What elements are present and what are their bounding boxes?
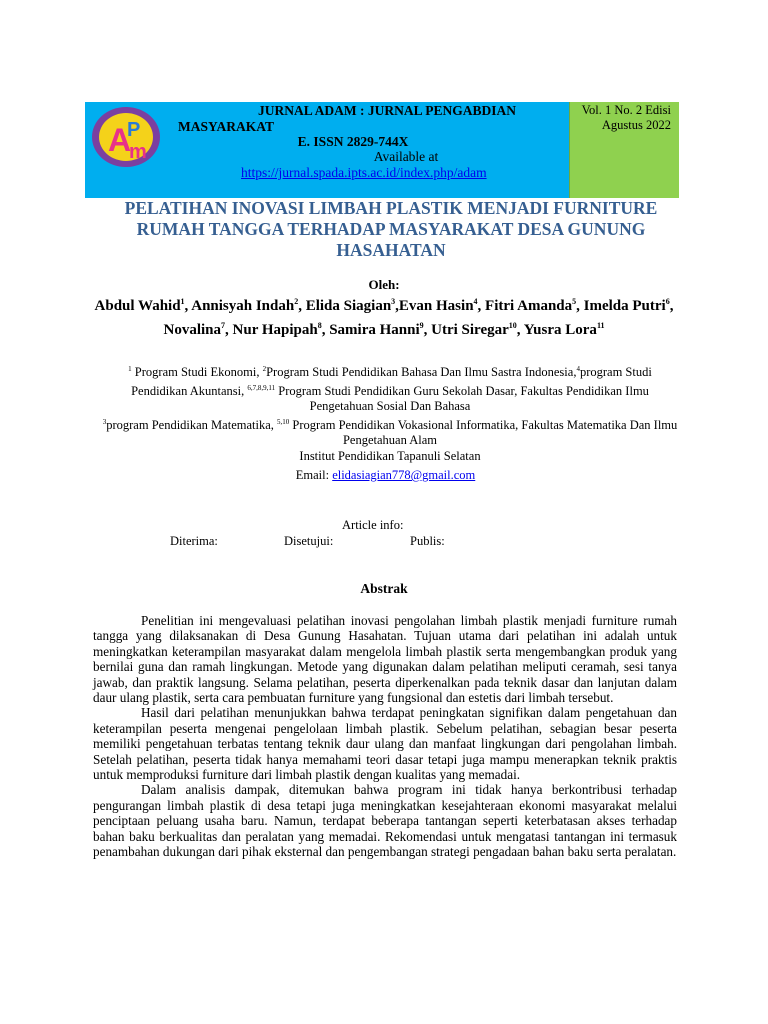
svg-text:P: P [127, 119, 141, 141]
author-name: Imelda Putri [583, 298, 666, 314]
affil-text: Program Studi Pendidikan Guru Sekolah Dasar, Fakultas Pendidikan Ilmu Pengetahuan Sosial Dan Bahasa [275, 383, 649, 414]
affiliation-block [100, 362, 680, 415]
author-name: Utri Siregar [431, 322, 509, 338]
journal-info-box [85, 102, 569, 198]
author-name: Abdul Wahid [94, 298, 181, 314]
affil-text: Program Pendidikan Vokasional Informatika, Fakultas Matematika Dan Ilmu Pengetahuan Alam [289, 417, 678, 448]
affil-text: Program Studi Pendidikan Bahasa Dan Ilmu Sastra Indonesia, [266, 365, 577, 380]
author-sup: 3 [391, 297, 396, 306]
abstract-paragraph: Penelitian ini mengevaluasi pelatihan inovasi pengolahan limbah plastik menjadi furniture rumah tangga yang dilaksanakan di Desa Gunung Hasahatan. Tujuan utama dari pelatihan ini adalah untuk meningkatkan keterampilan masyarakat dalam mengelola limbah plastik serta mengembangkan produk yang bernilai guna dan ramah lingkungan. Metode yang digunakan dalam pelatihan meliputi ceramah, sesi tanya jawab, dan praktik langsung. Selama pelatihan, peserta diperkenalkan pada teknik dasar dan lanjutan dalam daur ulang plastik, serta cara pembuatan furniture yang fungsional dan estetis dari limbah tersebut. [93, 613, 677, 706]
author-sup: 10 [508, 321, 517, 330]
abstract-heading: Abstrak [360, 581, 408, 596]
volume-box [569, 102, 679, 198]
author-sup: 1 [180, 297, 185, 306]
affil-text: Program Studi Ekonomi, [131, 365, 263, 380]
journal-name-cont: MASYARAKAT [178, 119, 275, 134]
paper-title-line: HASAHATAN [336, 240, 446, 260]
affil-sup: 5,10 [277, 417, 290, 426]
author-sup: 7 [221, 321, 226, 330]
author-sup: 9 [419, 321, 424, 330]
publis-label: Publis: [410, 534, 445, 548]
affiliation-block [100, 415, 680, 449]
affil-sup: 1 [128, 365, 132, 373]
author-name: Yusra Lora [523, 322, 597, 338]
affil-text: program Pendidikan Matematika, [106, 417, 278, 432]
svg-text:A: A [108, 122, 132, 158]
email-label: Email: [295, 468, 333, 482]
journal-name: JURNAL ADAM : JURNAL PENGABDIAN [257, 103, 516, 118]
available-at-label: Available at [373, 149, 439, 164]
abstract-paragraph: Hasil dari pelatihan menunjukkan bahwa terdapat peningkatan signifikan dalam pengetahuan dan keterampilan peserta mengenai pengelolaan limbah plastik. Sebelum pelatihan, sebagian besar peserta memiliki pengetahuan terbatas tentang teknik daur ulang dan manfaat lingkungan dari pengolahan limbah. Setelah pelatihan, peserta tidak hanya memahami teori dasar tetapi juga mampu menerapkan teknik praktis untuk memproduksi furniture dari limbah plastik dengan kualitas yang memadai. [93, 705, 677, 783]
journal-issn: E. ISSN 2829-744X [297, 134, 409, 149]
author-sup: 2 [294, 297, 299, 306]
author-name: Novalina [163, 322, 222, 338]
affil-sup: 6,7,8,9,11 [247, 383, 276, 392]
svg-text:m: m [129, 141, 147, 163]
author-sup: 4 [473, 297, 478, 306]
affil-sup: 3 [102, 417, 107, 426]
affil-text: program Studi Pendidikan Akuntansi, [131, 365, 652, 398]
journal-header [85, 102, 680, 198]
author-name: Fitri Amanda [485, 298, 573, 314]
paper-title-line: RUMAH TANGGA TERHADAP MASYARAKAT DESA GUNUNG [136, 219, 646, 239]
author-sup: 8 [317, 321, 322, 330]
article-info-label: Article info: [342, 518, 404, 532]
abstract-paragraph: Dalam analisis dampak, ditemukan bahwa program ini tidak hanya berkontribusi terhadap pengurangan limbah plastik di desa tetapi juga meningkatkan kesejahteraan ekonomi masyarakat melalui penciptaan peluang usaha baru. Namun, terdapat beberapa tantangan seperti keterbatasan akses terhadap bahan baku berkualitas dan peralatan yang memadai. Rekomendasi untuk mengatasi tantangan ini termasuk penambahan dukungan dari pihak eksternal dan pengembangan strategi pengadaan bahan baku serta peralatan. [93, 782, 677, 860]
paper-title [100, 198, 682, 261]
volume-label: Vol. 1 No. 2 Edisi [581, 103, 671, 117]
affil-sup: 2 [262, 365, 267, 373]
institution-name: Institut Pendidikan Tapanuli Selatan [299, 448, 481, 463]
abstract-body [93, 613, 677, 860]
disetujui-label: Disetujui: [284, 534, 334, 548]
author-name: Nur Hapipah [232, 322, 318, 338]
edition-label: Agustus 2022 [601, 118, 671, 132]
diterima-label: Diterima: [170, 534, 218, 548]
author-list: Abdul Wahid$^1$, Annisyah Indah$^2$, Elida Siagian$^3$,Evan Hasin$^4$, Fitri Amanda$^5$, Imelda Putri$^6$, Novalina$^7$, Nur Hapipah$^8$, Samira Hanni$^9$, Utri Siregar$^{10}$, Yusra Lora$^{11}$ [94, 297, 674, 338]
author-name: Evan Hasin [398, 298, 474, 314]
oleh-label: Oleh: [368, 277, 400, 292]
author-name: Elida Siagian [305, 298, 392, 314]
author-sup: 5 [572, 297, 577, 306]
email-link[interactable]: elidasiagian778@gmail.com [332, 468, 476, 482]
author-sup: 6 [665, 297, 670, 306]
author-sup: 11 [596, 321, 605, 330]
affiliations [100, 362, 680, 464]
author-name: Annisyah Indah [191, 298, 295, 314]
paper-title-line: PELATIHAN INOVASI LIMBAH PLASTIK MENJADI FURNITURE [124, 198, 658, 218]
journal-url-link[interactable]: https://jurnal.spada.ipts.ac.id/index.php/adam [241, 165, 487, 180]
email-line [0, 468, 768, 483]
author-name: Samira Hanni [329, 322, 420, 338]
affil-sup: 4 [576, 365, 580, 373]
